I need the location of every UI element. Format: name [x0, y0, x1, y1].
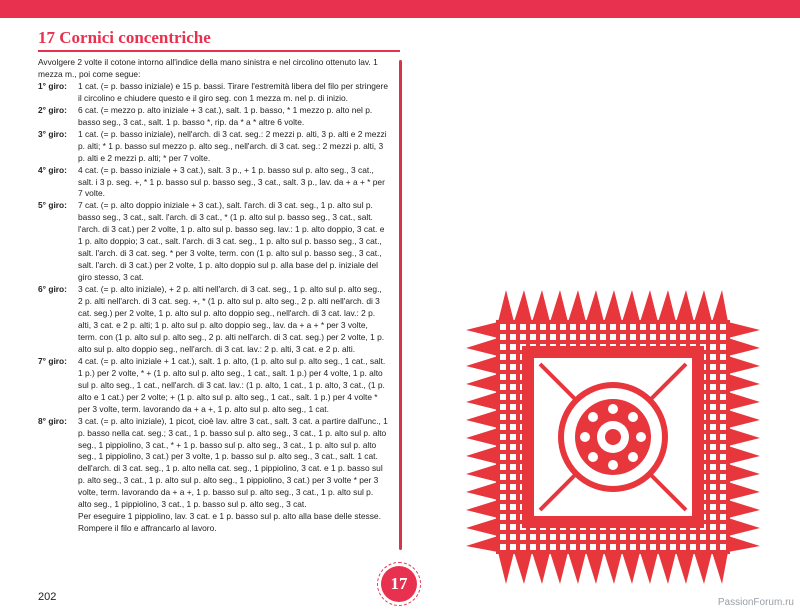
round-label: 2° giro: — [38, 104, 67, 115]
round-2 — [38, 105, 388, 129]
outro-1 — [38, 511, 388, 523]
round-label: 8° giro: — [38, 415, 67, 426]
center-flower — [540, 364, 686, 510]
outro-2 — [38, 523, 388, 535]
round-label: 4° giro: — [38, 164, 67, 175]
round-3 — [38, 129, 388, 165]
page-number: 202 — [38, 591, 57, 603]
round-text: 4 cat. (= p. basso iniziale + 3 cat.), salt. 3 p., + 1 p. basso sul p. alto seg., 3 cat., salt. i 3 p. seg. +, * 1 p. basso sul p. basso seg., 3 cat., salt. 3 p., lav. da + a + * per 7 volte. — [78, 164, 385, 199]
title-block — [38, 28, 398, 48]
column-divider — [399, 60, 402, 550]
title-underline — [38, 50, 400, 52]
round-1 — [38, 81, 388, 105]
round-text: 6 cat. (= mezzo p. alto iniziale + 3 cat.), salt. 1 p. basso, * 1 mezzo p. alto nel p. basso seg., 3 cat., salt. 1 p. basso *, rip. da * a * altre 6 volte. — [78, 104, 373, 127]
round-7 — [38, 356, 388, 416]
top-accent-bar — [0, 0, 800, 18]
page-title: 17 Cornici concentriche — [38, 28, 211, 47]
instructions-column — [38, 57, 388, 535]
round-text: 7 cat. (= p. alto doppio iniziale + 3 cat.), salt. l'arch. di 3 cat. seg., 1 p. alto sul p. basso seg., 3 cat., salt. l'arch. di 3 cat., * (1 p. alto sul p. basso seg., 3 cat., salt. l'arch. di 3 cat.) per 2 volte, 1 p. alto sul p. basso seg. lav.: 1 p. alto doppio, 3 cat. e 1 p. alto doppio; 3 cat., salt. l'arch. di 3 cat. seg., 1 p. alto sul p. basso seg., 3 cat., salt. l'arch. di 3 cat. seg. * per 3 volte, term. con (1 p. alto sul p. basso seg., 3 cat., salt. l'arch. di 3 cat.) per 2 volte, 1 p. alto doppio sul p. alla base del p. iniziale del giro stesso, 3 cat. — [78, 200, 385, 283]
round-text: 3 cat. (= p. alto iniziale), + 2 p. alti nell'arch. di 3 cat. seg., 1 p. alto sul p. alto seg., 2 p. alti nell'arch. di 3 cat. seg. +, * (1 p. alto sul p. alto seg., 2 p. alti nell'arch. di 3 cat. seg.) per 2 volte, 1 p. alto sul p. alto doppio seg., nell'arch. di 3 cat. lav.: 2 p. alti, 3 cat. e 2 p. alti; 1 p. alto sul p. alto doppio seg., lav. da + a + * per 3 volte, term. con (1 p. alto sul p. alto seg., 2 p. alti nell'arch. di 3 cat. seg.) per 2 volte, 1 p. alto sul p. alto doppio seg., nell'arch. di 3 cat. lav.: 2 p. alti, 3 cat. e 2 p. alti. — [78, 284, 385, 354]
round-text: 1 cat. (= p. basso iniziale), nell'arch. di 3 cat. seg.: 2 mezzi p. alti, 3 p. alti e 2 mezzi p. alti; * 1 p. basso sul mezzo p. alto seg., nell'arch. di 3 cat. seg.: 2 mezzi p. alti, 3 p. alti e 2 mezzi p. alti; * per 7 volte. — [78, 128, 387, 163]
intro-text: Avvolgere 2 volte il cotone intorno all'indice della mano sinistra e nel circolino ottenuto lav. 1 mezza m., poi come segue: — [38, 57, 378, 79]
round-label: 5° giro: — [38, 200, 67, 211]
round-8 — [38, 416, 388, 512]
pattern-number-badge: 17 — [381, 566, 417, 602]
round-6 — [38, 284, 388, 356]
round-label: 6° giro: — [38, 284, 67, 295]
round-label: 3° giro: — [38, 128, 67, 139]
round-label: 7° giro: — [38, 355, 67, 366]
outro-text: Rompere il filo e affrancarlo al lavoro. — [78, 523, 217, 534]
round-text: 3 cat. (= p. alto iniziale), 1 picot, cioè lav. altre 3 cat., salt. 3 cat. a partire dall'unc., 1 p. basso nella cat. seg.; 3 cat., 1 p. basso sul p. alto seg., 3 cat., 1 p. alto sul p. alto seg., 1 pippiolino, 3 cat., * + 1 p. basso sul p. alto seg., 3 cat., 1 p. alto sul p. alto seg., 1 pippiolino, 3 cat.) per 3 volte, 1 p. basso sul p. alto seg., 3 cat., salt. 1 cat. dell'arch. di 3 cat. seg., 1 p. alto nella cat. seg., 1 pippiolino, 3 cat. e 1 p. basso sul p. alto seg., 3 cat., 1 p. alto sul p. alto seg., 1 pippiolino, 3 cat.) per 3 volte * per 3 volte, term. lavorando da + a +, 1 p. basso sul p. alto seg., 3 cat., 1 p. alto sul p. alto seg., 1 pippiolino, 3 cat., 1 p. basso sul p. alto seg., 3 cat. — [78, 415, 388, 510]
round-text: 1 cat. (= p. basso iniziale) e 15 p. bassi. Tirare l'estremità libera del filo per stringere il circolino e chiudere questo e il giro seg. con 1 mezza m. nel p. di inizio. — [78, 80, 388, 103]
round-label: 1° giro: — [38, 80, 67, 91]
crochet-square-photo — [458, 282, 768, 592]
watermark: PassionForum.ru — [717, 597, 794, 608]
round-4 — [38, 165, 388, 201]
outro-text: Per eseguire 1 pippiolino, lav. 3 cat. e 1 p. basso sul p. alto alla base delle stesse. — [78, 511, 381, 522]
round-text: 4 cat. (= p. alto iniziale + 1 cat.), salt. 1 p. alto, (1 p. alto sul p. alto seg., 1 cat., salt. 1 p.) per 2 volte, * + (1 p. alto sul p. alto seg., 1 cat., salt. 1 p.) per 4 volte, 1 p. alto sul p. alto seg., 1 cat., nell'arch. di 3 cat. lav.: (1 p. alto, 1 cat., 1 p. alto, 3 cat., (1 p. alto e 1 cat.) per 2 volte; + (1 p. alto sul p. alto seg., 1 cat., salt. 1 p.) per 4 volte * per 3 volte, term. lavorando da + a +, 1 p. alto sul p. alto seg., 1 cat. — [78, 355, 386, 414]
round-5 — [38, 200, 388, 284]
